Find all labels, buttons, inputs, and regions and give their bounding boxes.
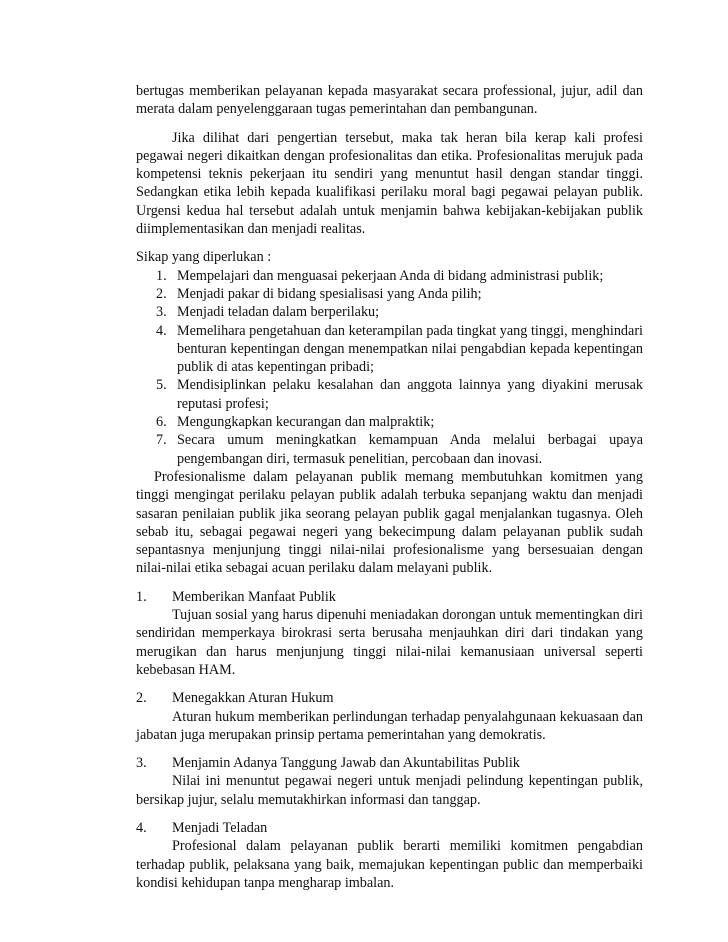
section-title: Memberikan Manfaat Publik bbox=[172, 588, 336, 605]
section-title: Menjamin Adanya Tanggung Jawab dan Akuntabilitas Publik bbox=[172, 755, 520, 772]
section-body: Profesional dalam pelayanan publik berarti memiliki komitmen pengabdian terhadap publik, pelaksana yang baik, memajukan kepentingan public dan memperbaiki kondisi kehidupan tanpa mengharap imbalan. bbox=[136, 838, 643, 891]
section-1 bbox=[136, 588, 643, 679]
section-body: Tujuan sosial yang harus dipenuhi meniadakan dorongan untuk mementingkan diri sendiridan memperkaya birokrasi serta berusaha menjauhkan diri dari tindakan yang merugikan dan harus menjunjung tinggi nilai-nilai kemanusiaan universal seperti kebebasan HAM. bbox=[136, 607, 643, 678]
list-text: Secara umum meningkatkan kemampuan Anda melalui berbagai upaya pengembangan diri, termasuk penelitian, percobaan dan inovasi. bbox=[177, 432, 643, 467]
list-number: 7. bbox=[156, 432, 167, 449]
attitude-list bbox=[136, 267, 643, 468]
definition-paragraph: Jika dilihat dari pengertian tersebut, maka tak heran bila kerap kali profesi pegawai negeri dikaitkan dengan profesionalitas dan etika. Profesionalitas merujuk pada kompetensi teknis pekerjaan itu sendiri yang menuntut hasil dengan standar tinggi. Sedangkan etika lebih kepada kualifikasi perilaku moral bagi pegawai pelayan publik. Urgensi kedua hal tersebut adalah untuk menjamin bahwa kebijakan-kebijakan publik diimplementasikan dan menjadi realitas. bbox=[136, 129, 643, 238]
list-text: Mempelajari dan menguasai pekerjaan Anda di bidang administrasi publik; bbox=[177, 267, 604, 284]
list-text: Memelihara pengetahuan dan keterampilan pada tingkat yang tinggi, menghindari benturan kepentingan dengan menempatkan nilai pengabdian kepada kepentingan publik di atas kepentingan pribadi; bbox=[177, 322, 643, 376]
professionalism-paragraph: Profesionalisme dalam pelayanan publik memang membutuhkan komitmen yang tinggi mengingat perilaku pelayan publik adalah terbuka sepanjang waktu dan menjadi sasaran penilaian publik jika seorang pelayan publik gagal menjalankan tugasnya. Oleh sebab itu, sebagai pegawai negeri yang bekecimpung dalam pelayanan publik sudah sepantasnya menjunjung tinggi nilai-nilai profesionalisme yang bersesuaian dengan nilai-nilai etika sebagai acuan perilaku dalam melayani publik. bbox=[136, 468, 643, 577]
section-body: Nilai ini menuntut pegawai negeri untuk menjadi pelindung kepentingan publik, bersikap jujur, selalu memutakhirkan informasi dan tanggap. bbox=[136, 773, 643, 808]
list-number: 5. bbox=[156, 377, 167, 394]
section-3 bbox=[136, 754, 643, 809]
list-item bbox=[136, 431, 643, 468]
list-text: Mengungkapkan kecurangan dan malpraktik; bbox=[177, 414, 435, 431]
list-item bbox=[136, 303, 643, 321]
list-item bbox=[136, 413, 643, 431]
intro-paragraph: bertugas memberikan pelayanan kepada masyarakat secara professional, jujur, adil dan merata dalam penyelenggaraan tugas pemerintahan dan pembangunan. bbox=[136, 83, 643, 118]
list-item bbox=[136, 267, 643, 285]
list-number: 3. bbox=[156, 304, 167, 321]
list-number: 4. bbox=[156, 322, 167, 339]
attitude-heading: Sikap yang diperlukan : bbox=[136, 249, 272, 266]
list-number: 2. bbox=[156, 285, 167, 302]
section-4 bbox=[136, 819, 643, 892]
section-2 bbox=[136, 689, 643, 744]
section-number: 2. bbox=[136, 690, 147, 707]
section-title: Menegakkan Aturan Hukum bbox=[172, 690, 334, 707]
section-title: Menjadi Teladan bbox=[172, 819, 268, 836]
section-body: Aturan hukum memberikan perlindungan terhadap penyalahgunaan kekuasaan dan jabatan juga merupakan prinsip pertama pemerintahan yang demokratis. bbox=[136, 708, 643, 743]
list-number: 1. bbox=[156, 267, 167, 284]
list-text: Menjadi teladan dalam berperilaku; bbox=[177, 304, 380, 321]
list-number: 6. bbox=[156, 414, 167, 431]
section-number: 1. bbox=[136, 588, 147, 605]
list-item bbox=[136, 376, 643, 413]
document-page bbox=[136, 82, 643, 892]
section-number: 3. bbox=[136, 755, 147, 772]
list-item bbox=[136, 322, 643, 377]
list-text: Mendisiplinkan pelaku kesalahan dan anggota lainnya yang diyakini merusak reputasi profesi; bbox=[177, 377, 643, 412]
list-text: Menjadi pakar di bidang spesialisasi yang Anda pilih; bbox=[177, 285, 482, 302]
list-item bbox=[136, 285, 643, 303]
section-number: 4. bbox=[136, 819, 147, 836]
